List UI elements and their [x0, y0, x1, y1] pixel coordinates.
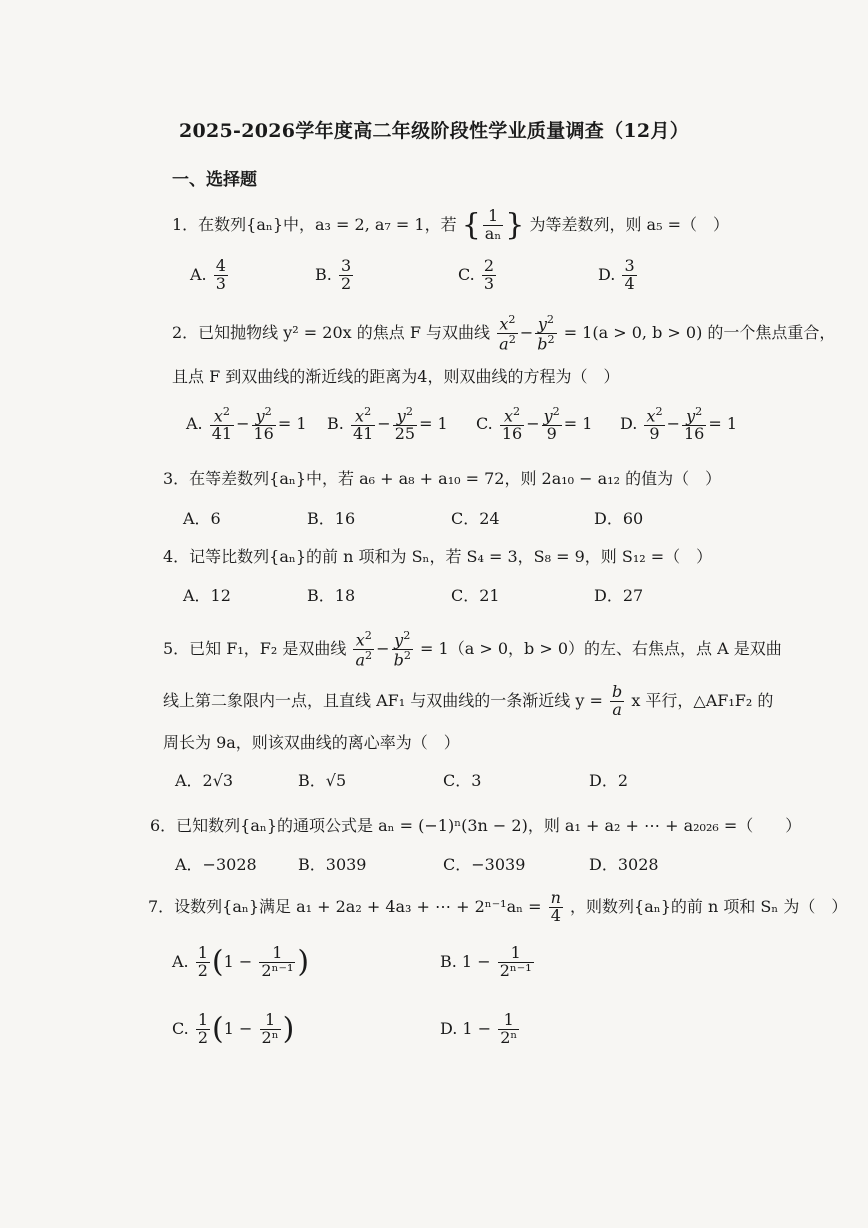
q6-option-c: C．−3039 [443, 855, 526, 874]
q5-option-b: B．√5 [298, 771, 347, 790]
q7-option-b: B. 1 − $\frac{1}{\text{2ⁿ⁻¹}}$ [440, 943, 532, 980]
q7-option-a: A. $\frac{1}{2}$ (1 − $\frac{1}{\text{2ⁿ⁻¹}}$ ) [172, 943, 310, 980]
q3-option-d: D．60 [594, 509, 644, 528]
exam-title: 2025-2026学年度高二年级阶段性学业质量调查（12月） [178, 120, 690, 142]
question-3: 3．在等差数列{aₙ}中，若 a₆ + a₈ + a₁₀ = 72，则 2a₁₀ − a₁₂ 的值为（ ） [163, 469, 722, 488]
q6-option-d: D．3028 [589, 855, 659, 874]
q2-option-a: A. $\frac{x^2}{41}$ − $\frac{y^2}{16}$ = 1 [186, 405, 307, 444]
q5-line2: 线上第二象限内一点，且直线 AF₁ 与双曲线的一条渐近线 y = $\frac{b}{a}$ x 平行，△AF₁F₂ 的 [163, 682, 774, 719]
q7-option-d: D. 1 − $\frac{1}{\text{2ⁿ}}$ [440, 1010, 518, 1047]
question-5: 5．已知 F₁，F₂ 是双曲线 $\frac{x^2}{a^2}$ − $\frac{y^2}{b^2}$ = 1（a > 0，b > 0）的左、右焦点，点 A 是双曲 [163, 629, 782, 670]
q3-option-a: A．6 [183, 509, 221, 528]
q1-option-c: C. $\frac{2}{3}$ [458, 256, 495, 293]
question-6: 6．已知数列{aₙ}的通项公式是 aₙ = (−1)ⁿ(3n − 2)，则 a₁ + a₂ + ⋯ + a₂₀₂₆ =（ ） [150, 816, 802, 835]
q6-option-a: A．−3028 [175, 855, 257, 874]
q5-line3: 周长为 9a，则该双曲线的离心率为（ ） [163, 733, 460, 752]
q2-stem-line2: 且点 F 到双曲线的渐近线的距离为4，则双曲线的方程为（ ） [172, 367, 620, 386]
q4-option-a: A．12 [183, 586, 231, 605]
q5-option-a: A．2√3 [175, 771, 234, 790]
q2-option-d: D. $\frac{x^2}{9}$ − $\frac{y^2}{16}$ = 1 [620, 405, 738, 444]
q4-option-b: B．18 [307, 586, 356, 605]
question-1: 1．在数列{aₙ}中，a₃ = 2, a₇ = 1，若 { $\frac{1}{\text{aₙ}}$ } 为等差数列，则 a₅ =（ ） [172, 206, 729, 243]
q5-option-d: D．2 [589, 771, 629, 790]
q1-stem-a: 1．在数列{aₙ}中，a₃ = 2, a₇ = 1，若 [172, 214, 457, 234]
q2-option-c: C. $\frac{x^2}{16}$ − $\frac{y^2}{9}$ = 1 [476, 405, 593, 444]
q4-option-c: C．21 [451, 586, 500, 605]
q1-option-b: B. $\frac{3}{2}$ [315, 256, 352, 293]
section-heading: 一、选择题 [172, 170, 257, 190]
q7-option-c: C. $\frac{1}{2}$ (1 − $\frac{1}{\text{2ⁿ}}$ ) [172, 1010, 295, 1047]
q2-option-b: B. $\frac{x^2}{41}$ − $\frac{y^2}{25}$ = 1 [327, 405, 448, 444]
q1-stem-b: 为等差数列，则 a₅ =（ ） [529, 214, 729, 234]
q6-option-b: B．3039 [298, 855, 367, 874]
q3-option-c: C．24 [451, 509, 500, 528]
question-4: 4．记等比数列{aₙ}的前 n 项和为 Sₙ，若 S₄ = 3，S₈ = 9，则 S₁₂ =（ ） [163, 547, 713, 566]
question-2: 2．已知抛物线 y² = 20x 的焦点 F 与双曲线 $\frac{x^2}{a^2}$ − $\frac{y^2}{b^2}$ = 1(a > 0, b > 0) 的一个焦点重合， [172, 313, 836, 354]
q3-option-b: B．16 [307, 509, 356, 528]
q4-option-d: D．27 [594, 586, 644, 605]
q1-option-d: D. $\frac{3}{4}$ [598, 256, 635, 293]
question-7: 7．设数列{aₙ}满足 a₁ + 2a₂ + 4a₃ + ⋯ + 2ⁿ⁻¹aₙ = $\frac{n}{4}$ ，则数列{aₙ}的前 n 项和 Sₙ 为（ ） [148, 888, 848, 925]
q5-option-c: C．3 [443, 771, 482, 790]
q1-option-a: A. $\frac{4}{3}$ [190, 256, 226, 293]
q1-fraction: $\frac{1}{\text{aₙ}}$ [484, 206, 502, 243]
